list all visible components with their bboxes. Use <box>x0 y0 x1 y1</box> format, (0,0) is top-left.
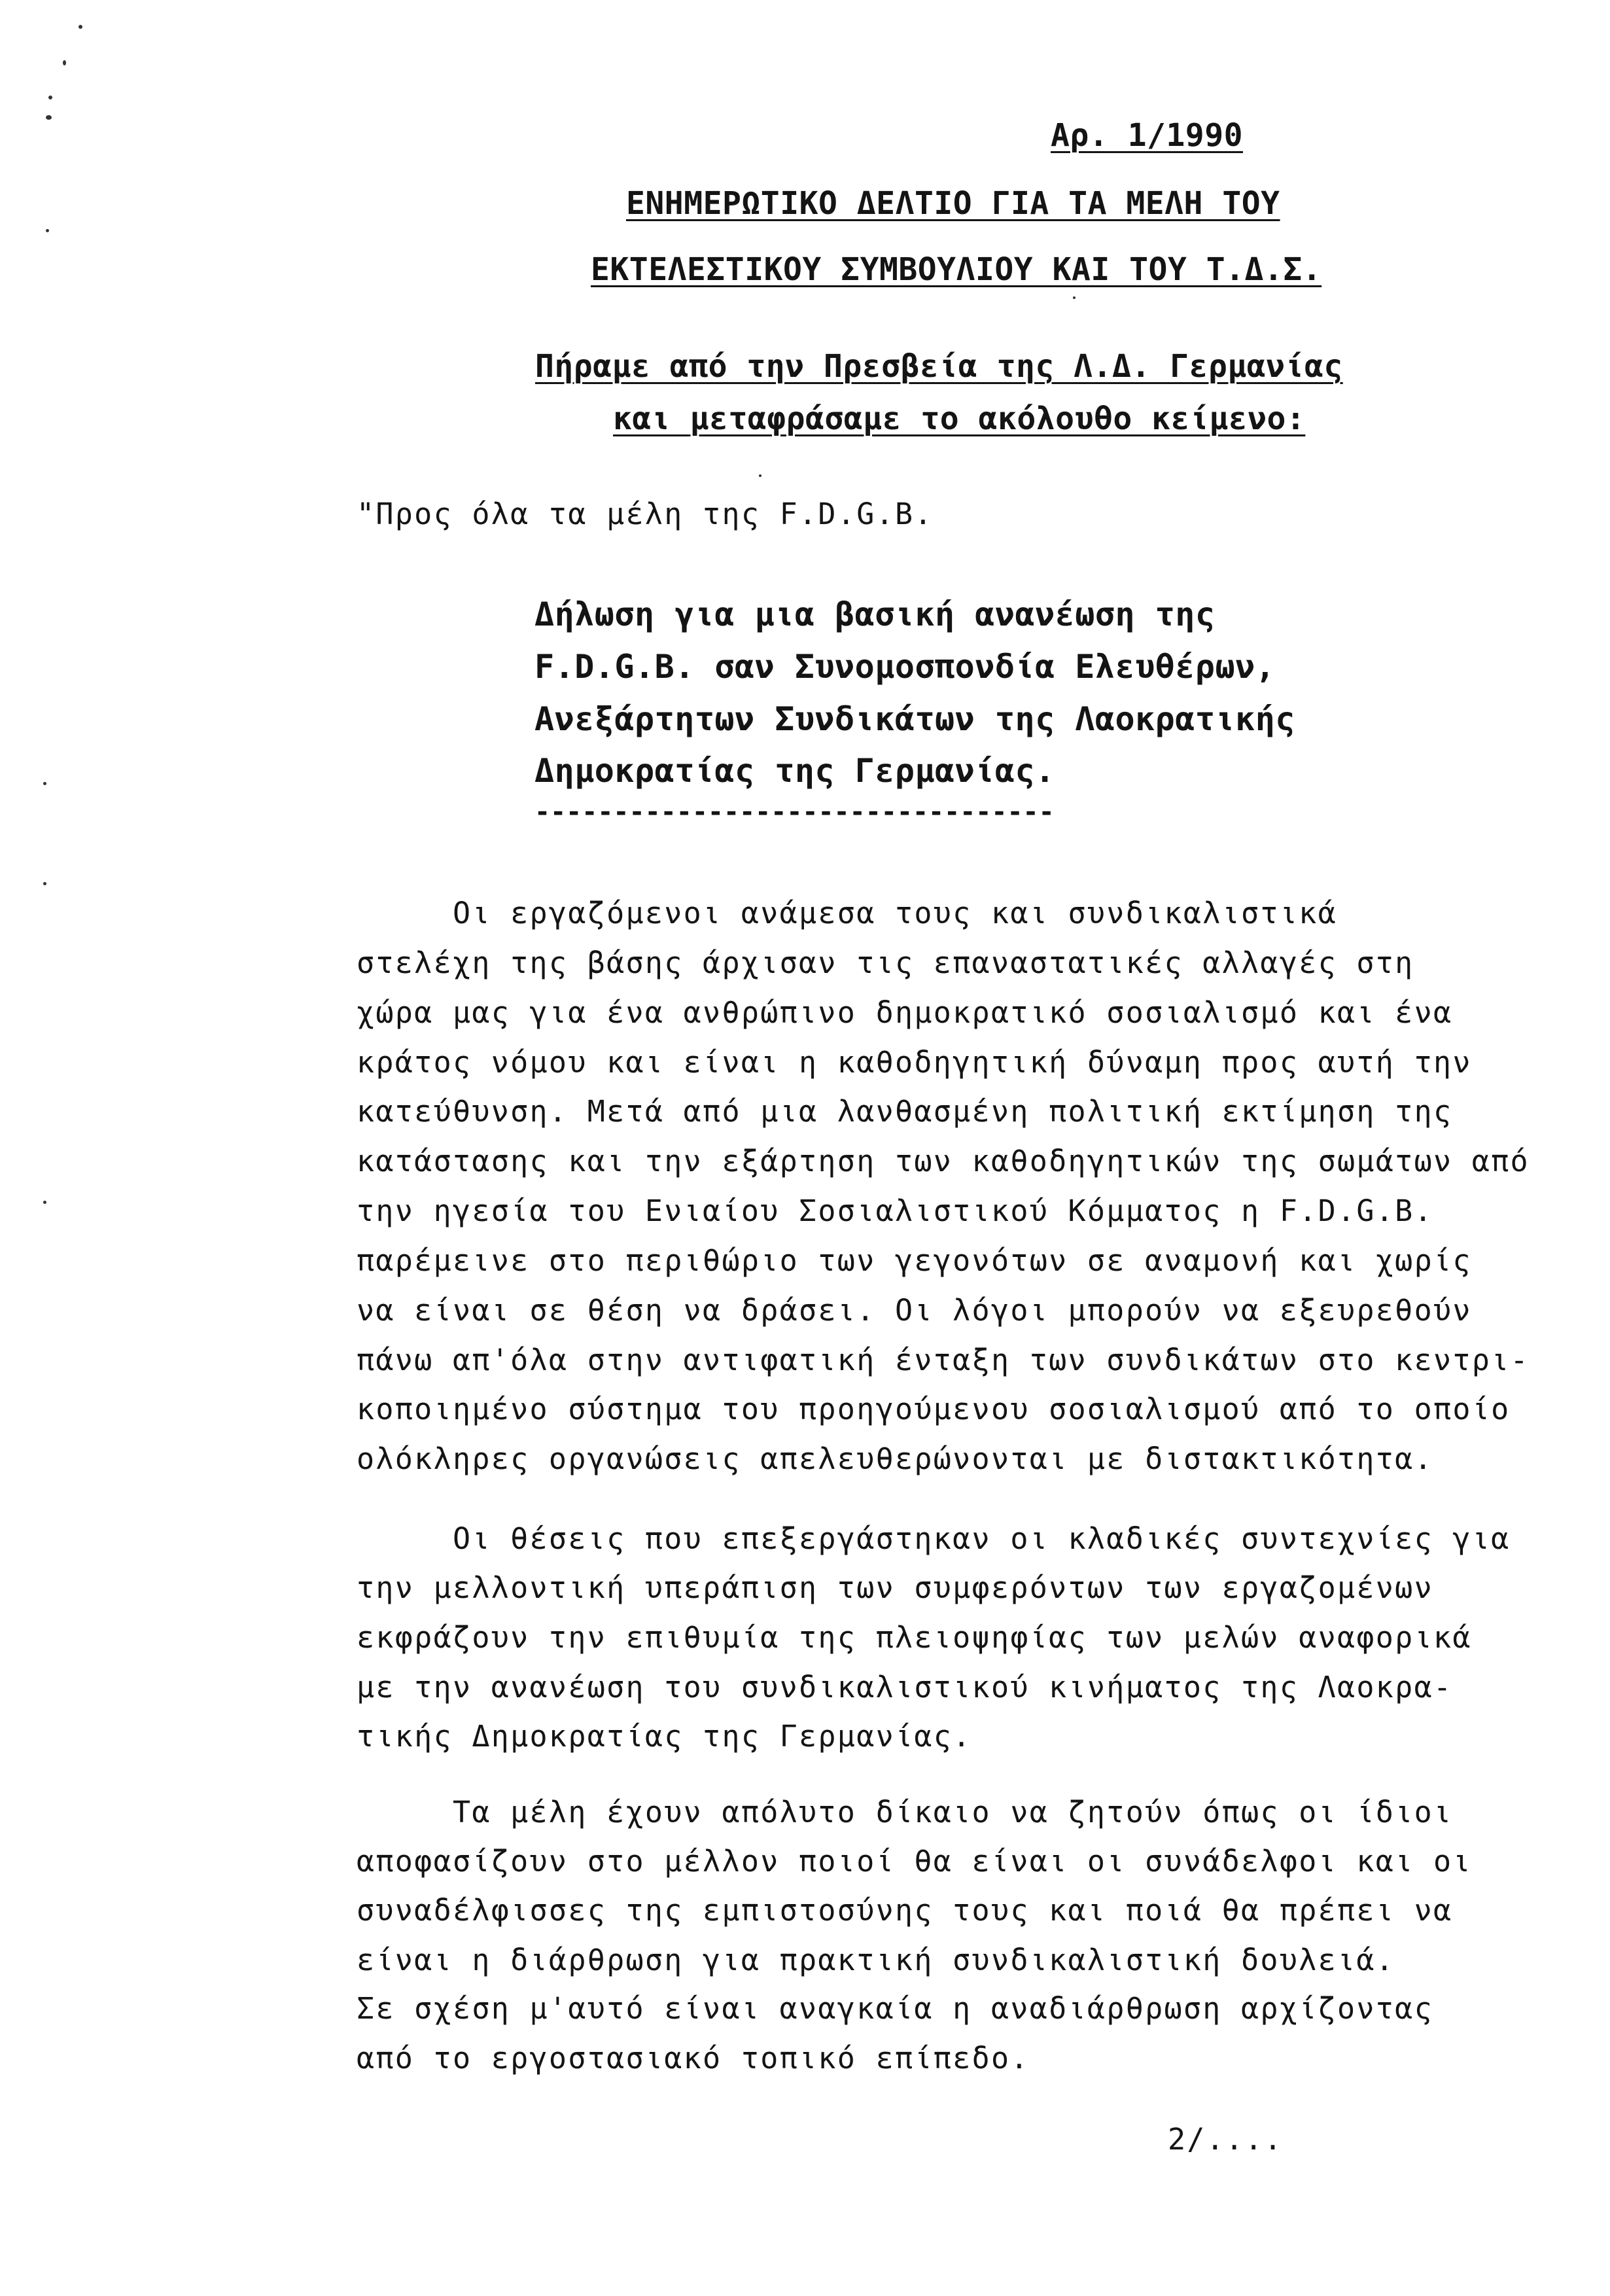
paragraph-3-line: Σε σχέση μ'αυτό είναι αναγκαία η αναδιάρθρωση αρχίζοντας <box>357 1991 1433 2026</box>
scan-speck <box>63 60 66 65</box>
paragraph-1-line: παρέμεινε στο περιθώριο των γεγονότων σε αναμονή και χωρίς <box>357 1243 1472 1278</box>
paragraph-3-line: συναδέλφισσες της εμπιστοσύνης τους και ποιά θα πρέπει να <box>357 1893 1453 1928</box>
paragraph-1-line: κατεύθυνση. Μετά από μια λανθασμένη πολιτική εκτίμηση της <box>357 1094 1453 1129</box>
declaration-separator: --------------------------------- <box>534 797 1055 827</box>
scan-speck <box>46 229 49 232</box>
paragraph-1-line: να είναι σε θέση να δράσει. Οι λόγοι μπορούν να εξευρεθούν <box>357 1293 1472 1328</box>
scan-speck <box>43 782 46 785</box>
issue-number: Αρ. 1/1990 <box>1051 117 1243 154</box>
scan-speck <box>79 25 82 29</box>
paragraph-3-line: είναι η διάρθρωση για πρακτική συνδικαλιστική δουλειά. <box>357 1943 1395 1977</box>
paragraph-2-line: τικής Δημοκρατίας της Γερμανίας. <box>357 1719 972 1754</box>
paragraph-2-line: Οι θέσεις που επεξεργάστηκαν οι κλαδικές συντεχνίες για <box>357 1521 1511 1556</box>
salutation: "Προς όλα τα μέλη της F.D.G.B. <box>357 497 934 531</box>
paragraph-1-line: στελέχη της βάσης άρχισαν τις επαναστατικές αλλαγές στη <box>357 945 1414 980</box>
scan-speck <box>48 96 52 99</box>
paragraph-2-line: με την ανανέωση του συνδικαλιστικού κινήματος της Λαοκρα- <box>357 1670 1453 1704</box>
scan-speck <box>43 882 46 885</box>
declaration-line-4: Δημοκρατίας της Γερμανίας. <box>534 752 1055 790</box>
page-continuation: 2/.... <box>1168 2122 1284 2157</box>
source-note-line-1: Πήραμε από την Πρεσβεία της Λ.Δ. Γερμανίας <box>535 348 1343 385</box>
source-note-line-2: και μεταφράσαμε το ακόλουθο κείμενο: <box>613 400 1306 437</box>
paragraph-1-line: την ηγεσία του Ενιαίου Σοσιαλιστικού Κόμματος η F.D.G.B. <box>357 1193 1433 1228</box>
paragraph-3-line: Τα μέλη έχουν απόλυτο δίκαιο να ζητούν όπως οι ίδιοι <box>357 1795 1453 1829</box>
paragraph-1-line: κοποιημένο σύστημα του προηγούμενου σοσιαλισμού από το οποίο <box>357 1392 1511 1426</box>
paragraph-1-line: ολόκληρες οργανώσεις απελευθερώνονται με διστακτικότητα. <box>357 1441 1433 1476</box>
scan-speck <box>46 115 52 120</box>
paragraph-3-line: από το εργοστασιακό τοπικό επίπεδο. <box>357 2041 1030 2075</box>
scan-speck <box>1073 296 1076 299</box>
bulletin-title-line-2: ΕΚΤΕΛΕΣΤΙΚΟΥ ΣΥΜΒΟΥΛΙΟΥ ΚΑΙ ΤΟΥ Τ.Δ.Σ. <box>591 251 1322 288</box>
paragraph-1-line: κατάστασης και την εξάρτηση των καθοδηγητικών της σωμάτων από <box>357 1144 1530 1178</box>
scan-speck <box>43 1201 46 1204</box>
paragraph-2-line: την μελλοντική υπεράπιση των συμφερόντων των εργαζομένων <box>357 1570 1433 1605</box>
paragraph-3-line: αποφασίζουν στο μέλλον ποιοί θα είναι οι συνάδελφοι και οι <box>357 1844 1472 1879</box>
paragraph-1-line: Οι εργαζόμενοι ανάμεσα τους και συνδικαλιστικά <box>357 896 1338 930</box>
paragraph-1-line: πάνω απ'όλα στην αντιφατική ένταξη των συνδικάτων στο κεντρι- <box>357 1343 1530 1377</box>
declaration-line-1: Δήλωση για μια βασική ανανέωση της <box>534 595 1216 633</box>
paragraph-1-line: κράτος νόμου και είναι η καθοδηγητική δύναμη προς αυτή την <box>357 1045 1472 1080</box>
paragraph-2-line: εκφράζουν την επιθυμία της πλειοψηφίας των μελών αναφορικά <box>357 1620 1472 1655</box>
bulletin-title-line-1: ΕΝΗΜΕΡΩΤΙΚΟ ΔΕΛΤΙΟ ΓΙΑ ΤΑ ΜΕΛΗ ΤΟΥ <box>626 185 1280 222</box>
declaration-line-3: Ανεξάρτητων Συνδικάτων της Λαοκρατικής <box>534 700 1295 738</box>
scan-speck <box>759 474 761 477</box>
paragraph-1-line: χώρα μας για ένα ανθρώπινο δημοκρατικό σοσιαλισμό και ένα <box>357 995 1453 1030</box>
declaration-line-2: F.D.G.B. σαν Συνομοσπονδία Ελευθέρων, <box>534 648 1276 686</box>
